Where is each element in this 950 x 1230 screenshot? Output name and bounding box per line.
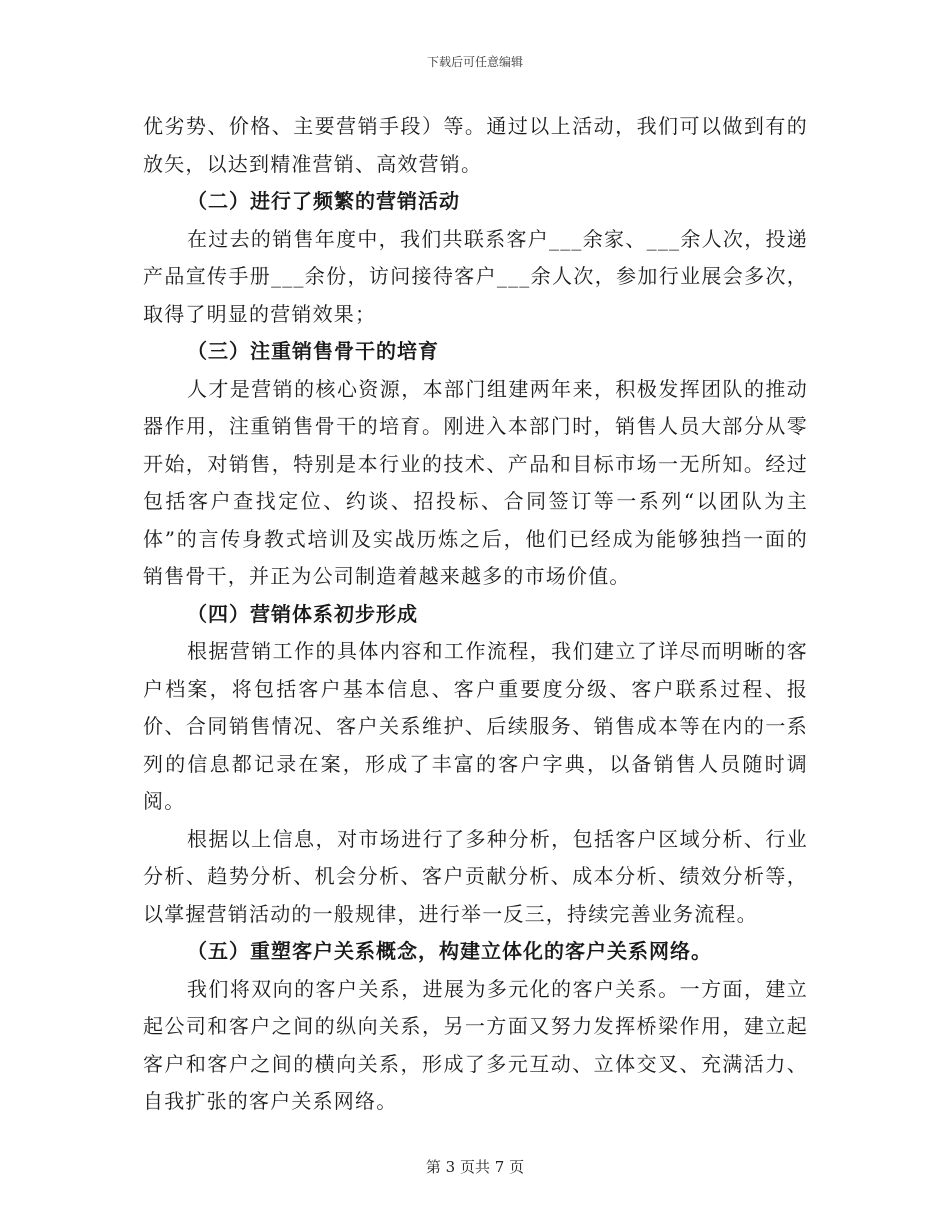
paragraph-market-analysis: 根据以上信息，对市场进行了多种分析，包括客户区域分析、行业分析、趋势分析、机会分析、客户贡献分析、成本分析、绩效分析等，以掌握营销活动的一般规律，进行举一反三，持续完善业务流程。 [143, 826, 808, 926]
section-heading-2: （二）进行了频繁的营销活动 [187, 189, 460, 213]
section-heading-3: （三）注重销售骨干的培育 [187, 339, 439, 363]
paragraph-continuation: 优劣势、价格、主要营销手段）等。通过以上活动，我们可以做到有的放矢，以达到精准营销、高效营销。 [143, 114, 808, 176]
paragraph-marketing-activities: 在过去的销售年度中，我们共联系客户___余家、___余人次，投递产品宣传手册___余份，访问接待客户___余人次，参加行业展会多次，取得了明显的营销效果； [143, 226, 808, 326]
section-heading-5: （五）重塑客户关系概念，构建立体化的客户关系网络。 [187, 939, 712, 963]
page-header: 下载后可任意编辑 [426, 55, 523, 69]
paragraph-customer-files: 根据营销工作的具体内容和工作流程，我们建立了详尽而明晰的客户档案，将包括客户基本信息、客户重要度分级、客户联系过程、报价、合同销售情况、客户关系维护、后续服务、销售成本等在内的一系列的信息都记录在案，形成了丰富的客户字典，以备销售人员随时调阅。 [143, 639, 808, 813]
paragraph-sales-talent: 人才是营销的核心资源，本部门组建两年来，积极发挥团队的推动器作用，注重销售骨干的培育。刚进入本部门时，销售人员大部分从零开始，对销售，特别是本行业的技术、产品和目标市场一无所知。经过包括客户查找定位、约谈、招投标、合同签订等一系列“以团队为主体”的言传身教式培训及实战历炼之后，他们已经成为能够独挡一面的销售骨干，并正为公司制造着越来越多的市场价值。 [143, 376, 808, 588]
section-heading-4: （四）营销体系初步形成 [187, 601, 418, 626]
page-footer: 第 3 页共 7 页 [425, 1158, 525, 1176]
document-body [143, 108, 808, 1121]
paragraph-customer-network: 我们将双向的客户关系，进展为多元化的客户关系。一方面，建立起公司和客户之间的纵向关系，另一方面又努力发挥桥梁作用，建立起客户和客户之间的横向关系，形成了多元互动、立体交叉、充满活力、自我扩张的客户关系网络。 [143, 976, 808, 1113]
